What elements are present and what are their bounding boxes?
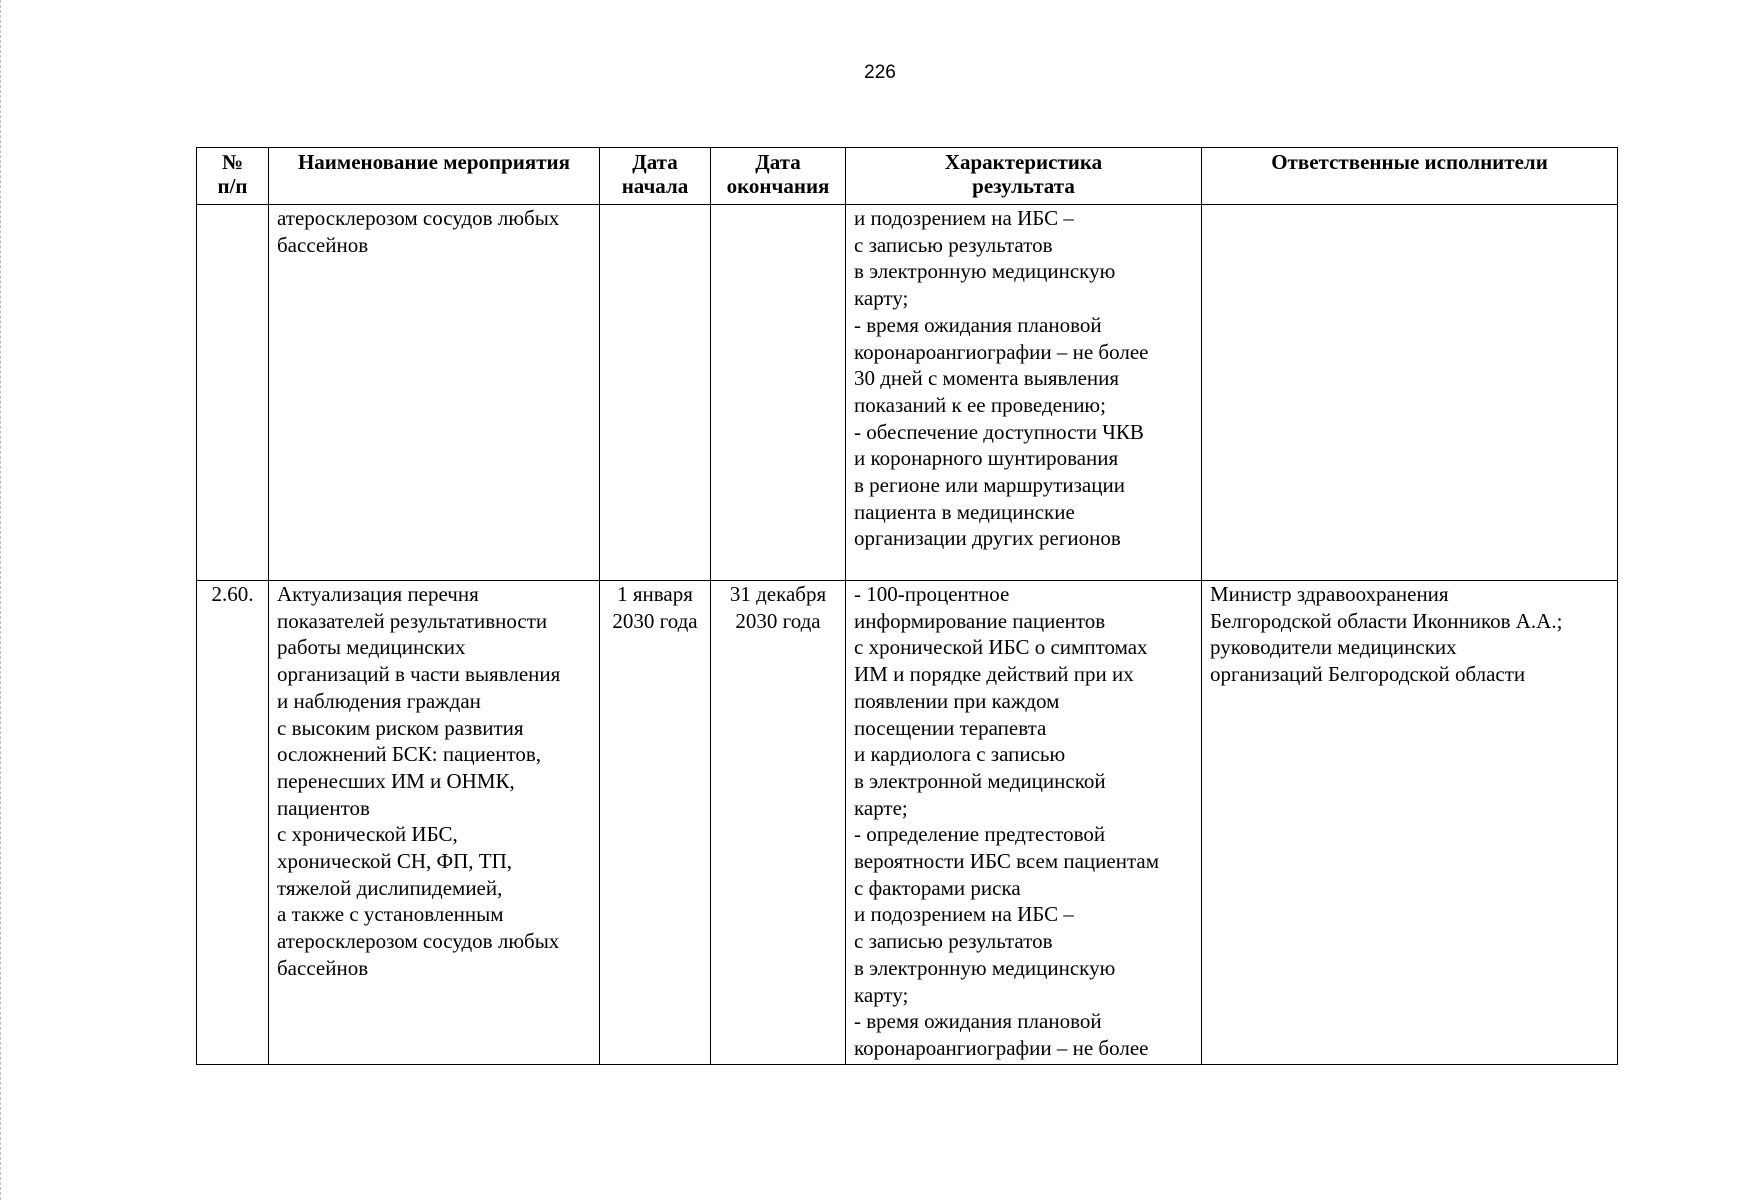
cell-responsible [1202, 205, 1618, 581]
cell-number [197, 205, 269, 581]
scan-edge [0, 0, 5, 1200]
cell-measure-name: Актуализация перечня показателей результативности работы медицинских организаций в части выявления и наблюдения граждан с высоким риском развития осложнений БСК: пациентов, перенесших ИМ и ОНМК, пациентов с хронической ИБС, хронической СН, ФП, ТП, тяжелой дислипидемией, а также с установленным атеросклерозом сосудов любых бассейнов [269, 581, 600, 1065]
cell-start-date [600, 205, 711, 581]
page-number: 226 [864, 62, 896, 83]
table-header-row [197, 148, 1618, 205]
cell-result: - 100-процентное информирование пациентов с хронической ИБС о симптомах ИМ и порядке действий при их появлении при каждом посещении терапевта и кардиолога с записью в электронной медицинской карте; - определение предтестовой вероятности ИБС всем пациентам с факторами риска и подозрением на ИБС – с записью результатов в электронную медицинскую карту; - время ожидания плановой коронароангиографии – не более [846, 581, 1202, 1065]
header-number: № п/п [197, 148, 269, 205]
table-row [197, 205, 1618, 581]
cell-end-date: 31 декабря 2030 года [711, 581, 846, 1065]
cell-start-date: 1 января 2030 года [600, 581, 711, 1065]
cell-responsible: Министр здравоохранения Белгородской области Иконников А.А.; руководители медицинских организаций Белгородской области [1202, 581, 1618, 1065]
cell-result: и подозрением на ИБС – с записью результатов в электронную медицинскую карту; - время ожидания плановой коронароангиографии – не более 30 дней с момента выявления показаний к ее проведению; - обеспечение доступности ЧКВ и коронарного шунтирования в регионе или маршрутизации пациента в медицинские организации других регионов [846, 205, 1202, 581]
cell-measure-name: атеросклерозом сосудов любых бассейнов [269, 205, 600, 581]
header-end-date: Дата окончания [711, 148, 846, 205]
measures-table [196, 147, 1618, 1065]
cell-number: 2.60. [197, 581, 269, 1065]
header-result: Характеристика результата [846, 148, 1202, 205]
header-responsible: Ответственные исполнители [1202, 148, 1618, 205]
table-row [197, 581, 1618, 1065]
header-start-date: Дата начала [600, 148, 711, 205]
header-measure-name: Наименование мероприятия [269, 148, 600, 205]
cell-end-date [711, 205, 846, 581]
